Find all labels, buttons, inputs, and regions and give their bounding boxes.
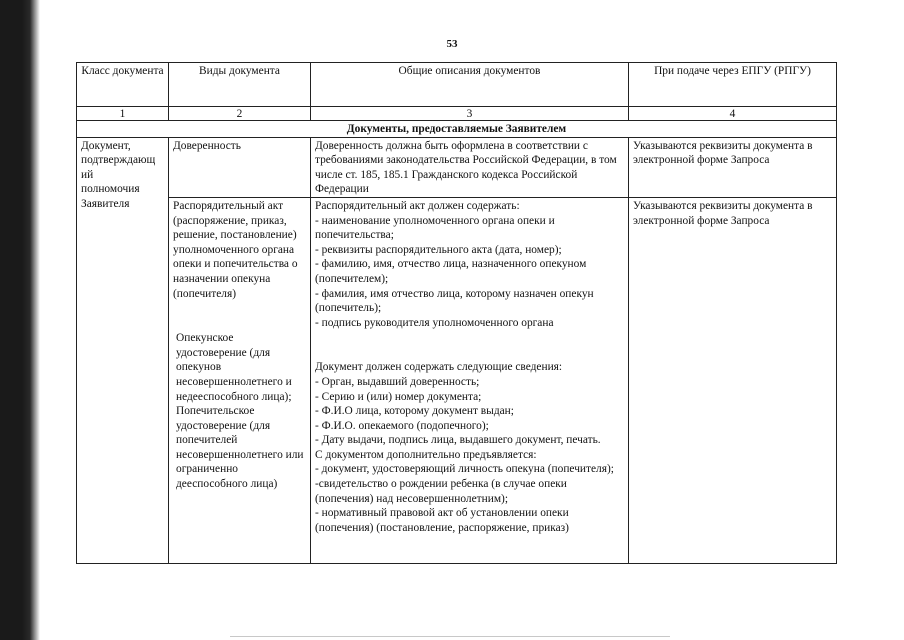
header-doc-descriptions: Общие описания документов (311, 63, 629, 107)
description-line: - нормативный правовой акт об установлении опеки (попечения) (постановление, распоряжение, приказ) (315, 507, 569, 534)
description-line: -свидетельство о рождении ребенка (в случае опеки (попечения) над несовершеннолетним); (315, 478, 567, 505)
header-epgu: При подаче через ЕПГУ (РПГУ) (629, 63, 837, 107)
description-line: - наименование уполномоченного органа опеки и попечительства; (315, 214, 555, 242)
description-line: - подпись руководителя уполномоченного органа (315, 316, 554, 329)
column-number: 1 (77, 107, 169, 121)
doc-class-line: подтверждающ (81, 154, 156, 167)
description-line: - Ф.И.О. опекаемого (подопечного); (315, 419, 489, 432)
description-line: - реквизиты распорядительного акта (дата, номер); (315, 243, 562, 256)
epgu-cell (629, 137, 837, 197)
doc-class-line: ий (81, 168, 94, 181)
epgu-note: Указываются реквизиты документа в электронной форме Запроса (633, 139, 813, 167)
doc-kind-guardian-certificate: Опекунское удостоверение (для опекунов несовершеннолетнего и недееспособного лица); Попечительское удостоверение (для попечителей несовершеннолетнего или ограниченно дееспособного лица) (176, 332, 304, 491)
description-line: Документ должен содержать следующие сведения: (315, 361, 563, 374)
doc-description-cell (311, 197, 629, 563)
scan-bottom-line (230, 636, 670, 637)
column-number-row (77, 107, 837, 121)
doc-kind-administrative-act: Распорядительный акт (распоряжение, приказ, решение, постановление) уполномоченного органа опеки и попечительства о назначении опекуна (попечителя) (173, 199, 298, 300)
column-number: 3 (311, 107, 629, 121)
doc-class-line: Документ, (81, 139, 131, 152)
header-doc-kinds: Виды документа (169, 63, 311, 107)
column-number: 2 (169, 107, 311, 121)
doc-description-power-of-attorney: Доверенность должна быть оформлена в соответствии с требованиями законодательства Российской Федерации, в том числе ст. 185, 185.1 Гражданского кодекса Российской Федерации (315, 139, 617, 196)
description-line: - Ф.И.О лица, которому документ выдан; (315, 405, 514, 418)
doc-kind-cell (169, 197, 311, 563)
documents-table (76, 62, 837, 564)
header-doc-class: Класс документа (77, 63, 169, 107)
scan-left-edge (0, 0, 40, 640)
description-line: С документом дополнительно предъявляется: (315, 448, 537, 461)
description-line: - Серию и (или) номер документа; (315, 390, 482, 403)
column-number: 4 (629, 107, 837, 121)
description-line: - Дату выдачи, подпись лица, выдавшего документ, печать. (315, 434, 601, 447)
description-line: - фамилию, имя, отчество лица, назначенного опекуном (попечителем); (315, 258, 587, 285)
description-line: - Орган, выдавший доверенность; (315, 375, 480, 388)
description-line: Распорядительный акт должен содержать: (315, 199, 520, 212)
section-row (77, 121, 837, 138)
epgu-cell (629, 197, 837, 563)
page-number: 53 (446, 38, 458, 50)
doc-class-line: Заявителя (81, 197, 130, 210)
table-row (77, 197, 837, 563)
description-line: - документ, удостоверяющий личность опекуна (попечителя); (315, 463, 614, 476)
doc-class-cell (77, 137, 169, 563)
doc-kind-cell (169, 137, 311, 197)
description-line: - фамилия, имя отчество лица, которому назначен опекун (попечитель); (315, 287, 594, 315)
table-row (77, 137, 837, 197)
table-header-row (77, 63, 837, 107)
doc-description-cell (311, 137, 629, 197)
doc-kind-power-of-attorney: Доверенность (173, 139, 241, 152)
section-title: Документы, предоставляемые Заявителем (77, 121, 837, 138)
epgu-note: Указываются реквизиты документа в электронной форме Запроса (633, 199, 813, 227)
doc-class-line: полномочия (81, 183, 140, 196)
